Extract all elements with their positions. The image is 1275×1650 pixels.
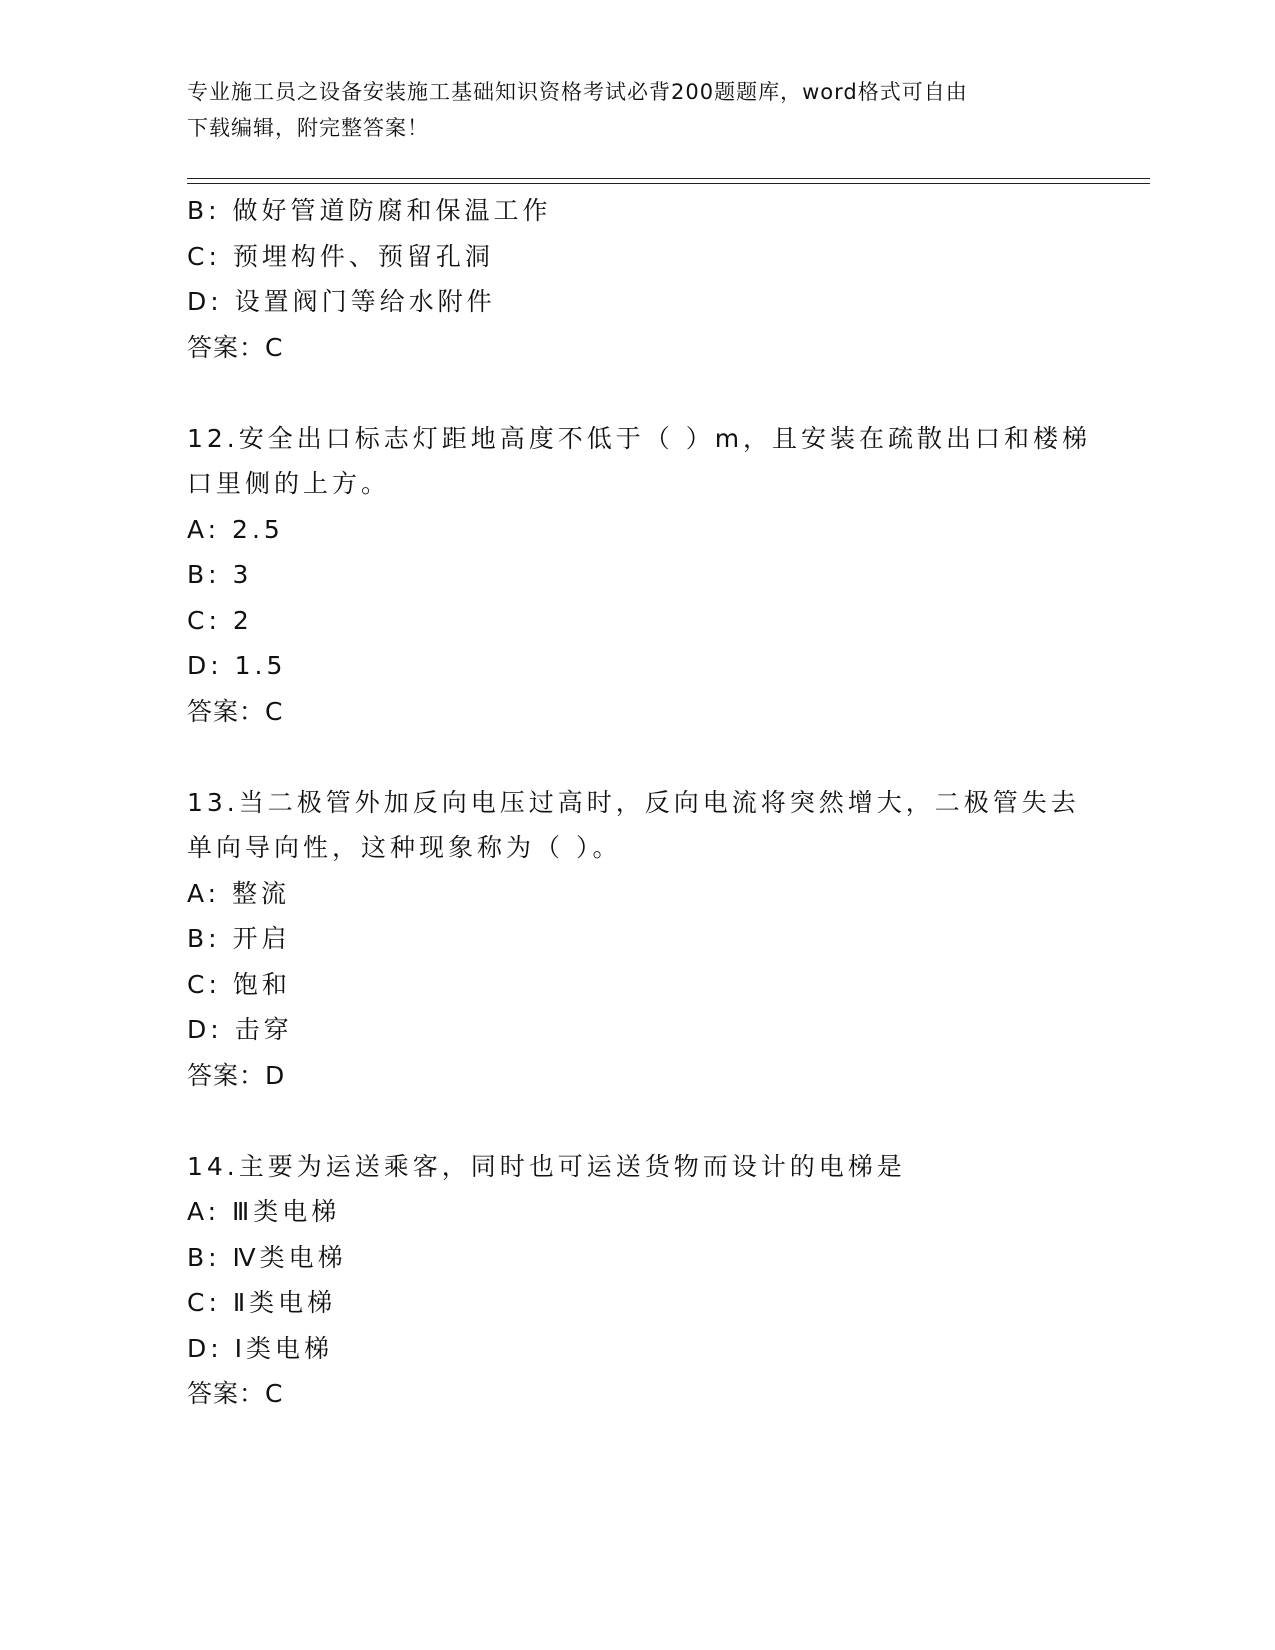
q11-answer: 答案：C [187,332,284,362]
question-12 [187,416,1092,735]
document-header [187,74,1067,146]
q11-option-d: D: 设置阀门等给水附件 [187,287,496,316]
header-divider-top [187,178,1150,179]
header-line-2: 下载编辑，附完整答案！ [187,116,429,140]
q11-option-c: C: 预埋构件、预留孔洞 [187,241,494,271]
q11-option-b: B: 做好管道防腐和保温工作 [187,196,552,225]
spacer [187,734,1087,780]
header-line-1: 专业施工员之设备安装施工基础知识资格考试必背200题题库，word格式可自由 [187,80,968,104]
question-11-tail [187,188,1087,370]
q13-stem-line-2: 单向导向性，这种现象称为（ ）。 [187,833,622,862]
q12-stem-line-2: 口里侧的上方。 [187,469,391,498]
q14-option-d: D: Ⅰ类电梯 [187,1333,333,1363]
document-body [187,188,1092,1417]
q13-option-d: D: 击穿 [187,1015,293,1044]
q13-option-a: A: 整流 [187,878,291,908]
q12-answer: 答案：C [187,696,284,726]
q12-option-a: A: 2.5 [187,514,284,544]
q14-option-b: B: Ⅳ类电梯 [187,1242,347,1272]
spacer [187,370,1087,416]
q12-option-b: B: 3 [187,560,253,589]
spacer [187,1098,1087,1144]
q14-answer: 答案：C [187,1379,284,1408]
q13-answer: 答案：D [187,1060,286,1090]
q13-option-b: B: 开启 [187,924,291,953]
q14-option-c: C: Ⅱ类电梯 [187,1288,337,1317]
q12-option-c: C: 2 [187,605,253,635]
q14-stem-line-1: 14.主要为运送乘客，同时也可运送货物而设计的电梯是 [187,1151,906,1181]
q12-option-d: D: 1.5 [187,651,287,680]
question-14 [187,1144,1087,1417]
header-divider-bottom [187,183,1150,184]
q13-option-c: C: 饱和 [187,969,291,999]
question-13 [187,780,1087,1099]
q13-stem-line-1: 13.当二极管外加反向电压过高时，反向电流将突然增大，二极管失去 [187,787,1080,817]
q14-option-a: A: Ⅲ类电梯 [187,1197,341,1226]
q12-stem-line-1: 12.安全出口标志灯距地高度不低于（ ）m，且安装在疏散出口和楼梯 [187,423,1092,453]
